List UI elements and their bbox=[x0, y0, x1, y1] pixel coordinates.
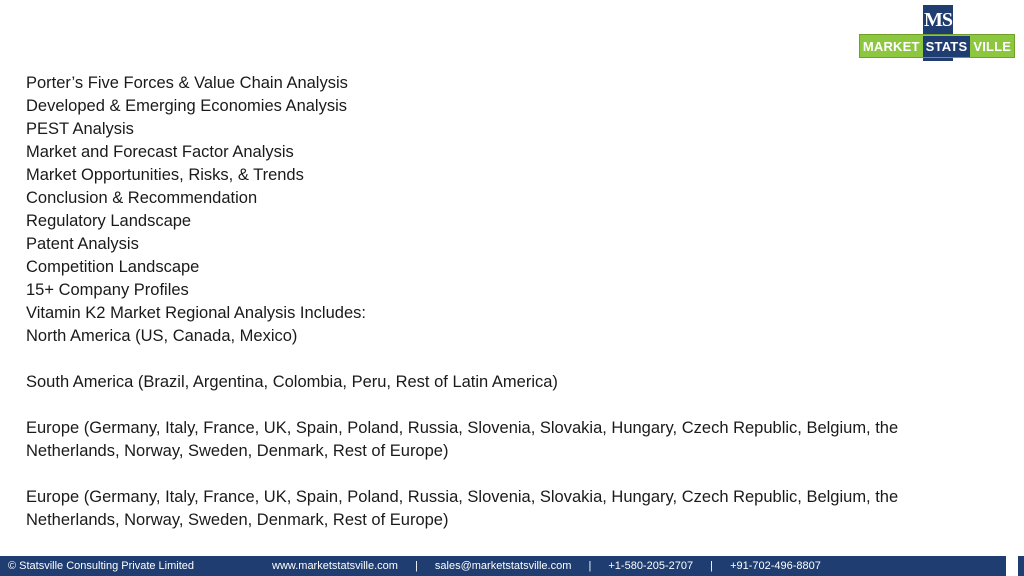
list-item: Patent Analysis bbox=[26, 235, 139, 253]
company-logo bbox=[859, 5, 1015, 61]
footer-bar bbox=[0, 556, 1024, 576]
logo-word-ville: VILLE bbox=[973, 38, 1012, 54]
footer-corner-block bbox=[1006, 556, 1018, 576]
footer-copyright: © Statsville Consulting Private Limited bbox=[8, 560, 195, 572]
list-item: Regulatory Landscape bbox=[26, 212, 192, 230]
list-item: Conclusion & Recommendation bbox=[26, 189, 258, 207]
footer-separator: | bbox=[710, 560, 714, 572]
list-item: PEST Analysis bbox=[26, 120, 134, 138]
list-item: Market and Forecast Factor Analysis bbox=[26, 143, 294, 161]
region-south-america: South America (Brazil, Argentina, Colombia, Peru, Rest of Latin America) bbox=[26, 373, 558, 391]
footer-phone-in: +91-702-496-8807 bbox=[730, 560, 821, 572]
region-europe: Europe (Germany, Italy, France, UK, Spain, Poland, Russia, Slovenia, Slovakia, Hungary, Czech Republic, Belgium, the Netherlands, Norway, Sweden, Denmark, Rest of Europe) bbox=[26, 419, 899, 460]
footer-website-link[interactable]: www.marketstatsville.com bbox=[272, 560, 398, 572]
region-europe-repeat: Europe (Germany, Italy, France, UK, Spain, Poland, Russia, Slovenia, Slovakia, Hungary, Czech Republic, Belgium, the Netherlands, Norway, Sweden, Denmark, Rest of Europe) bbox=[26, 488, 899, 529]
list-item: Porter’s Five Forces & Value Chain Analysis bbox=[26, 74, 348, 92]
logo-word-market: MARKET bbox=[862, 38, 920, 54]
list-item: 15+ Company Profiles bbox=[26, 281, 189, 299]
footer-separator: | bbox=[588, 560, 592, 572]
logo-word-stats: STATS bbox=[923, 36, 971, 57]
region-north-america: North America (US, Canada, Mexico) bbox=[26, 327, 298, 345]
logo-monogram: MS bbox=[924, 9, 952, 31]
list-item: Competition Landscape bbox=[26, 258, 200, 276]
logo-wordmark bbox=[859, 34, 1015, 58]
list-item: Vitamin K2 Market Regional Analysis Includes: bbox=[26, 304, 366, 322]
list-item: Market Opportunities, Risks, & Trends bbox=[26, 166, 304, 184]
report-contents bbox=[26, 72, 986, 532]
list-item: Developed & Emerging Economies Analysis bbox=[26, 97, 348, 115]
footer-email-link[interactable]: sales@marketstatsville.com bbox=[434, 560, 572, 572]
footer-contacts bbox=[272, 560, 821, 572]
footer-separator: | bbox=[414, 560, 418, 572]
footer-phone-us: +1-580-205-2707 bbox=[608, 560, 694, 572]
